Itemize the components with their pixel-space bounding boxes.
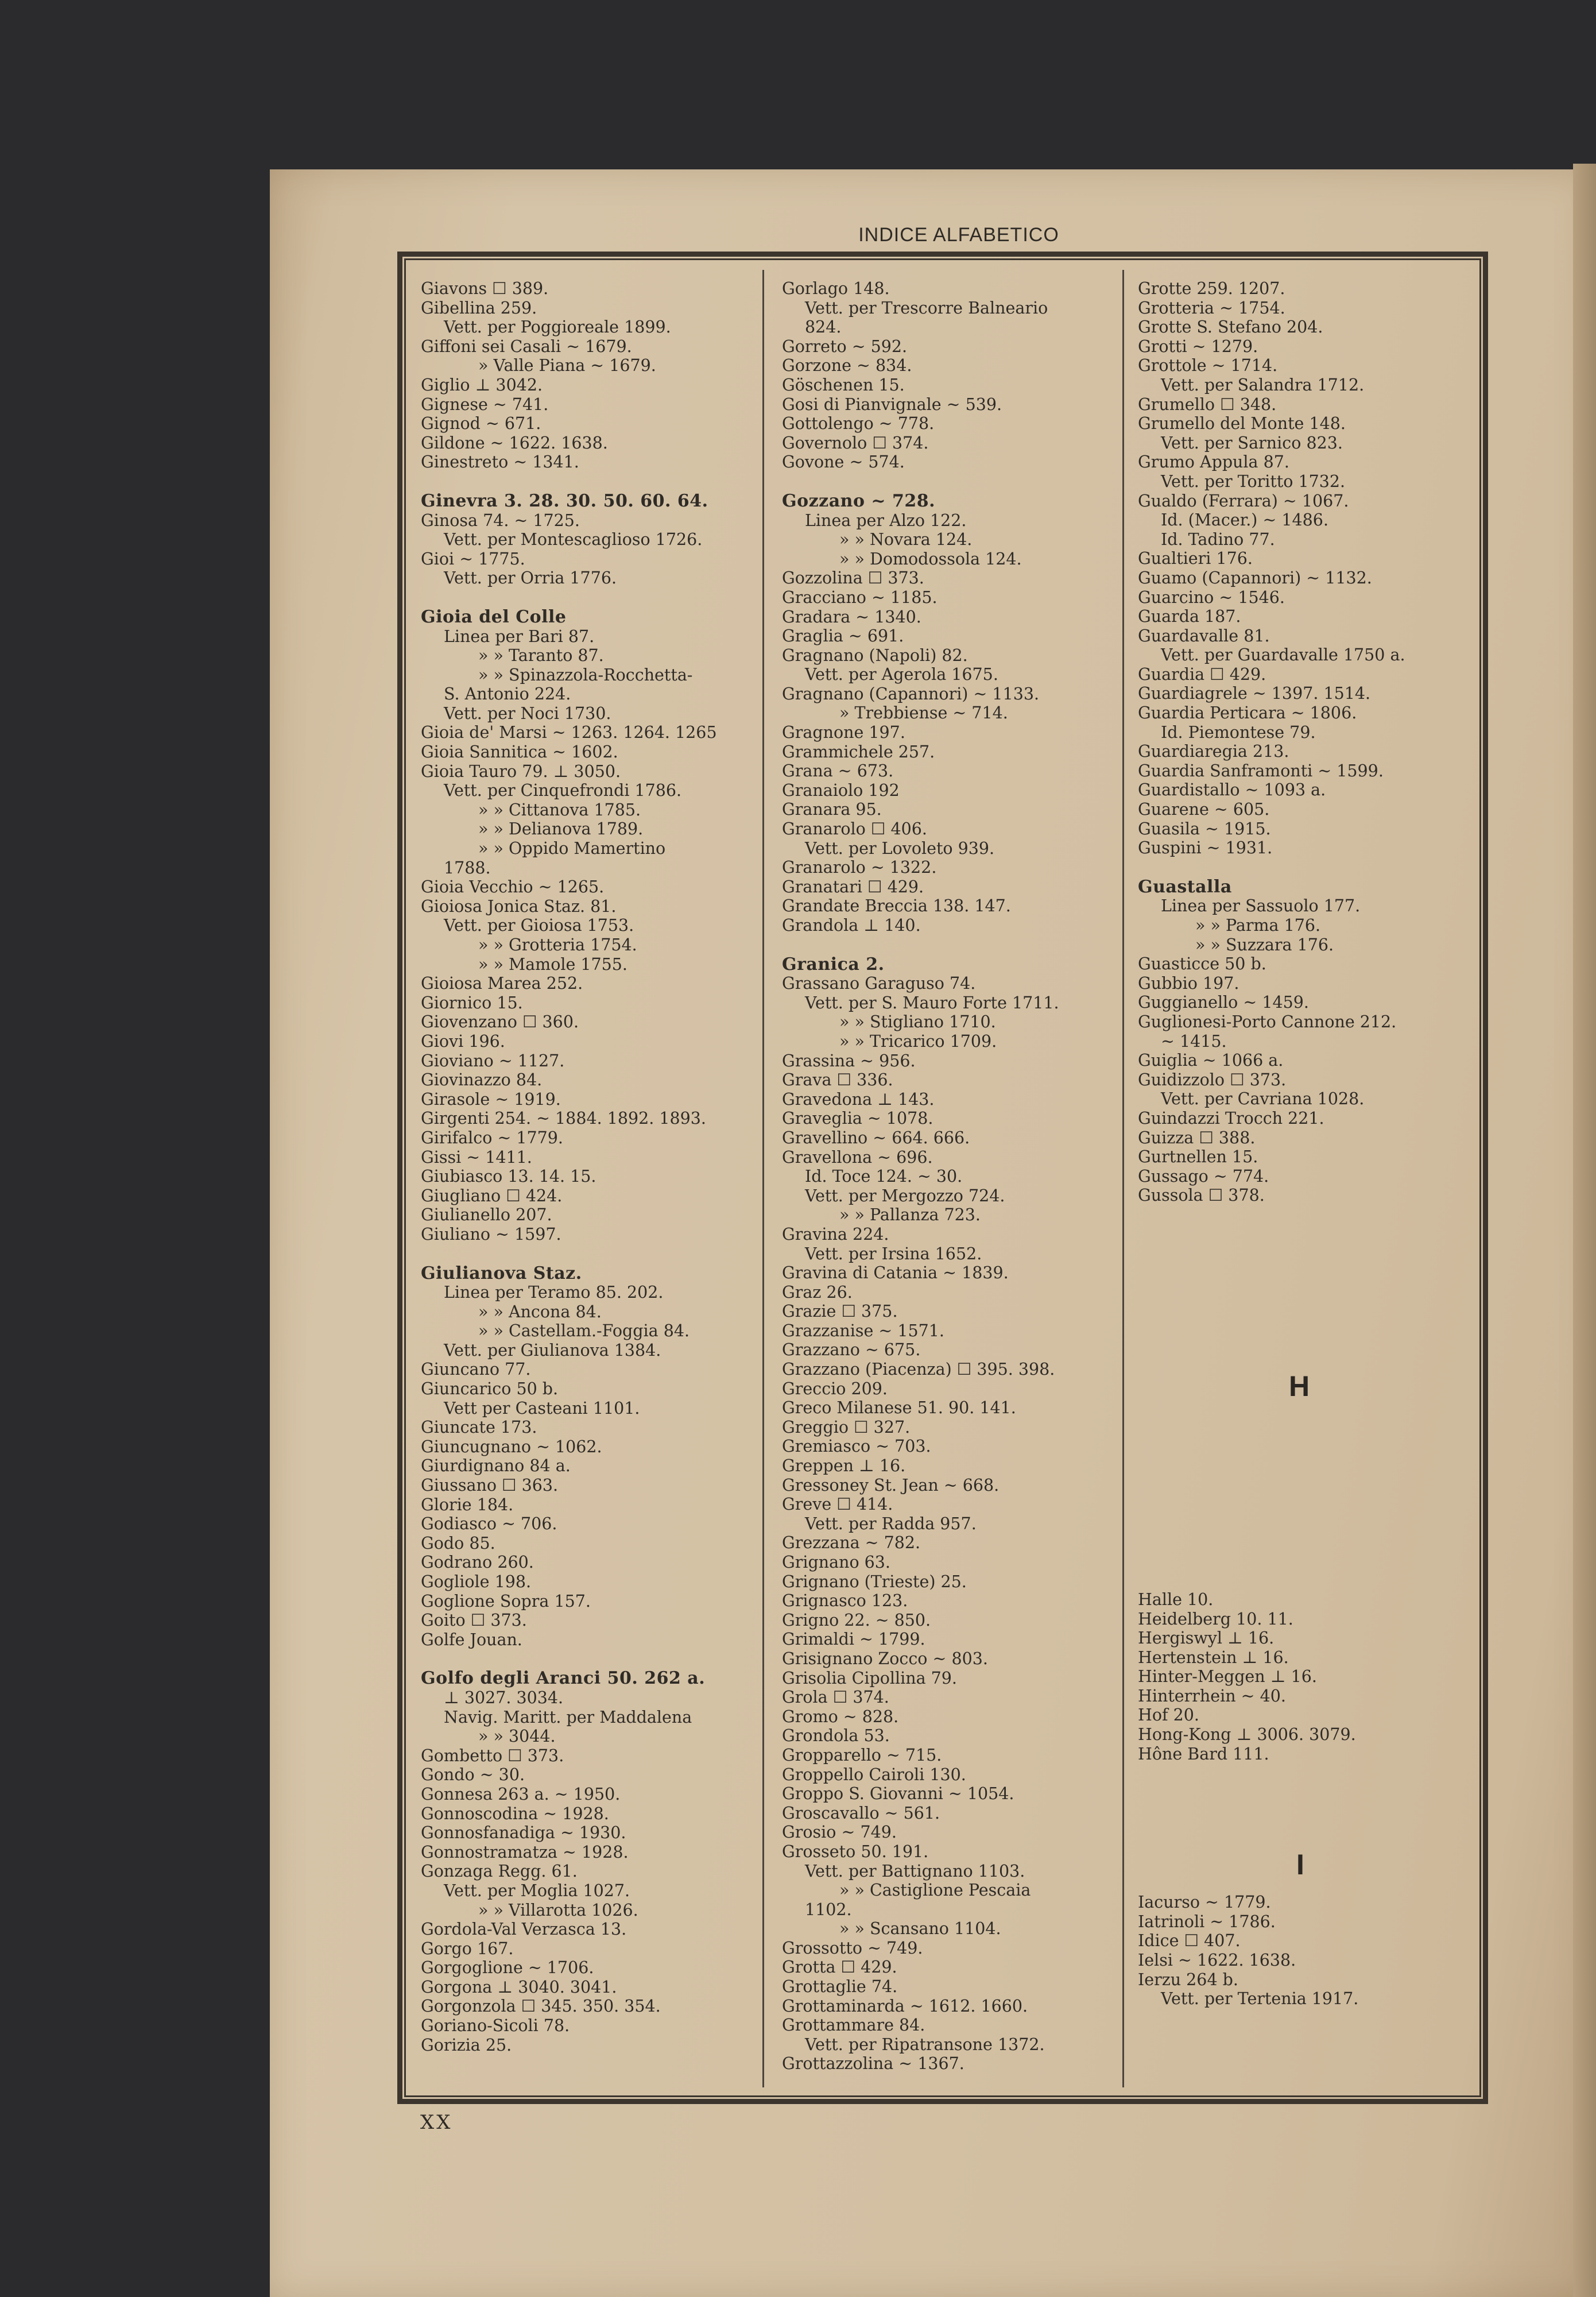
- index-entry: Vett. per Lovoleto 939.: [805, 838, 995, 858]
- index-entry: » » Grotteria 1754.: [478, 935, 637, 954]
- index-column-2: [782, 279, 1126, 2074]
- index-entry: Gorlago 148.: [782, 279, 890, 298]
- index-entry: Gordola-Val Verzasca 13.: [421, 1920, 627, 1939]
- index-entry: Ierzu 264 b.: [1138, 1970, 1238, 1989]
- index-entry: Grava ☐ 336.: [782, 1070, 893, 1090]
- index-entry: Giuncugnano ~ 1062.: [421, 1437, 602, 1456]
- index-entry: » » Ancona 84.: [478, 1302, 602, 1321]
- index-entry: Vett. per Trescorre Balneario: [805, 298, 1048, 318]
- index-entry: Ginosa 74. ~ 1725.: [421, 511, 580, 530]
- index-entry: » » Suzzara 176.: [1195, 935, 1334, 954]
- index-entry: Goriano-Sicoli 78.: [421, 2016, 570, 2036]
- index-entry: ⊥ 3027. 3034.: [444, 1688, 564, 1707]
- index-entry: ~ 1415.: [1161, 1031, 1227, 1051]
- index-entry: Grottaglie 74.: [782, 1977, 898, 1997]
- index-entry: Guglionesi-Porto Cannone 212.: [1138, 1012, 1397, 1031]
- index-entry: Guspini ~ 1931.: [1138, 838, 1273, 858]
- index-entry: Giubiasco 13. 14. 15.: [421, 1167, 596, 1186]
- index-entry: Linea per Teramo 85. 202.: [444, 1283, 664, 1302]
- index-entry: Grotti ~ 1279.: [1138, 337, 1258, 356]
- index-entry: Gravina di Catania ~ 1839.: [782, 1263, 1009, 1283]
- index-entry: S. Antonio 224.: [444, 685, 571, 704]
- index-entry: Graz 26.: [782, 1282, 853, 1302]
- index-entry: Giugliano ☐ 424.: [421, 1186, 563, 1205]
- index-entry: Gussola ☐ 378.: [1138, 1186, 1265, 1205]
- index-entry: Grassina ~ 956.: [782, 1051, 916, 1070]
- index-entry: Grandola ⊥ 140.: [782, 916, 921, 935]
- index-entry: » » Novara 124.: [839, 530, 973, 550]
- index-entry: Halle 10.: [1138, 1590, 1214, 1609]
- index-entry: Grignano (Trieste) 25.: [782, 1572, 967, 1591]
- index-entry: Grassano Garaguso 74.: [782, 974, 976, 993]
- index-entry: Groppello Cairoli 130.: [782, 1765, 966, 1784]
- index-entry: » » Stigliano 1710.: [839, 1012, 996, 1032]
- index-entry: Guindazzi Trocch 221.: [1138, 1108, 1324, 1128]
- index-entry: Iacurso ~ 1779.: [1138, 1893, 1271, 1912]
- index-entry: Grimaldi ~ 1799.: [782, 1630, 925, 1649]
- index-entry: Vett. per Radda 957.: [805, 1514, 977, 1533]
- index-entry: Linea per Alzo 122.: [805, 511, 967, 530]
- index-entry: Granatari ☐ 429.: [782, 877, 924, 896]
- index-entry: Gubbio 197.: [1138, 973, 1239, 993]
- index-entry: Greccio 209.: [782, 1379, 888, 1398]
- index-entry: Grola ☐ 374.: [782, 1688, 889, 1707]
- index-entry: Vett. per Tertenia 1917.: [1161, 1989, 1359, 2009]
- index-entry: Vett. per Guardavalle 1750 a.: [1161, 645, 1405, 665]
- index-entry: Girifalco ~ 1779.: [421, 1128, 563, 1147]
- index-entry: Gioia del Colle: [421, 606, 567, 627]
- index-entry: Giovi 196.: [421, 1031, 505, 1051]
- index-entry: Granarolo ~ 1322.: [782, 858, 937, 877]
- index-entry: Guardavalle 81.: [1138, 626, 1270, 645]
- index-entry: Id. Toce 124. ~ 30.: [805, 1167, 963, 1186]
- index-entry: Gildone ~ 1622. 1638.: [421, 433, 608, 453]
- index-entry: Vett. per Mergozzo 724.: [805, 1186, 1005, 1205]
- index-entry: Ginevra 3. 28. 30. 50. 60. 64.: [421, 490, 708, 511]
- index-entry: Grondola 53.: [782, 1726, 890, 1746]
- index-entry: Id. (Macer.) ~ 1486.: [1161, 511, 1328, 530]
- index-entry: Vett. per Irsina 1652.: [805, 1244, 982, 1263]
- index-entry: Graveglia ~ 1078.: [782, 1109, 933, 1128]
- index-entry: Gremiasco ~ 703.: [782, 1437, 931, 1456]
- index-entry: Golfe Jouan.: [421, 1630, 522, 1649]
- index-entry: Gorgoglione ~ 1706.: [421, 1958, 594, 1978]
- index-entry: Gualdo (Ferrara) ~ 1067.: [1138, 491, 1349, 511]
- index-entry: Giffoni sei Casali ~ 1679.: [421, 337, 632, 356]
- index-entry: Grottammare 84.: [782, 2016, 925, 2035]
- index-entry: Grazie ☐ 375.: [782, 1302, 898, 1321]
- index-entry: 1102.: [805, 1900, 852, 1919]
- index-entry: Grana ~ 673.: [782, 761, 894, 781]
- index-entry: Vett. per Toritto 1732.: [1161, 471, 1346, 491]
- index-entry: Gibellina 259.: [421, 298, 537, 318]
- index-entry: Guarcino ~ 1546.: [1138, 587, 1285, 607]
- index-entry: Giglio ⊥ 3042.: [421, 375, 543, 395]
- index-entry: Id. Tadino 77.: [1161, 529, 1275, 549]
- index-entry: Gropparello ~ 715.: [782, 1745, 942, 1765]
- index-entry: Navig. Maritt. per Maddalena: [444, 1707, 692, 1727]
- index-entry: Gravellona ~ 696.: [782, 1147, 933, 1167]
- page-title: INDICE ALFABETICO: [858, 224, 1059, 246]
- index-entry: Groppo S. Giovanni ~ 1054.: [782, 1784, 1014, 1804]
- index-entry: Greppen ⊥ 16.: [782, 1456, 906, 1476]
- index-entry: Gioia Sannitica ~ 1602.: [421, 743, 618, 762]
- index-entry: » » Castellam.-Foggia 84.: [478, 1321, 690, 1341]
- index-entry: » » Spinazzola-Rocchetta-: [478, 665, 693, 685]
- index-entry: Grotte S. Stefano 204.: [1138, 318, 1323, 337]
- index-entry: Guastalla: [1138, 876, 1232, 897]
- index-entry: Giovinazzo 84.: [421, 1070, 543, 1090]
- index-entry: Gracciano ~ 1185.: [782, 587, 938, 607]
- index-entry: Vett. per Montescaglioso 1726.: [444, 530, 703, 550]
- index-entry: Grumo Appula 87.: [1138, 453, 1289, 472]
- index-column-1: [421, 279, 765, 2055]
- index-entry: 824.: [805, 318, 842, 337]
- index-entry: Guarda 187.: [1138, 607, 1241, 627]
- index-entry: Grisolia Cipollina 79.: [782, 1668, 957, 1688]
- index-entry: » » Cittanova 1785.: [478, 800, 641, 819]
- index-entry: Godo 85.: [421, 1533, 495, 1553]
- index-entry: Guidizzolo ☐ 373.: [1138, 1070, 1287, 1089]
- index-entry: Giuncano 77.: [421, 1360, 531, 1379]
- index-entry: Giovenzano ☐ 360.: [421, 1012, 579, 1032]
- index-entry: Granica 2.: [782, 954, 885, 975]
- index-entry: Hergiswyl ⊥ 16.: [1138, 1629, 1275, 1648]
- index-entry: Gioviano ~ 1127.: [421, 1051, 565, 1070]
- index-entry: Girgenti 254. ~ 1884. 1892. 1893.: [421, 1109, 706, 1128]
- index-entry: Greco Milanese 51. 90. 141.: [782, 1398, 1016, 1418]
- index-entry: Giurdignano 84 a.: [421, 1456, 571, 1476]
- index-entry: Gignese ~ 741.: [421, 395, 549, 414]
- index-entry: Gorzone ~ 834.: [782, 356, 912, 376]
- index-entry: Goito ☐ 373.: [421, 1611, 527, 1630]
- index-entry: Grossotto ~ 749.: [782, 1938, 923, 1958]
- index-entry: Grisignano Zocco ~ 803.: [782, 1649, 988, 1668]
- index-entry: Guardistallo ~ 1093 a.: [1138, 780, 1326, 800]
- index-entry: Idice ☐ 407.: [1138, 1931, 1241, 1951]
- index-entry: » » Domodossola 124.: [839, 549, 1022, 569]
- index-entry: Gottolengo ~ 778.: [782, 414, 935, 434]
- index-entry: Guggianello ~ 1459.: [1138, 993, 1309, 1012]
- index-entry: Guardiagrele ~ 1397. 1514.: [1138, 684, 1371, 703]
- section-letter-i: I: [1296, 1849, 1304, 1881]
- index-entry: Gorgona ⊥ 3040. 3041.: [421, 1977, 617, 1997]
- index-entry: Giornico 15.: [421, 993, 523, 1012]
- index-entry: Gioiosa Marea 252.: [421, 974, 583, 993]
- index-entry: Guamo (Capannori) ~ 1132.: [1138, 568, 1372, 587]
- index-entry: Hône Bard 111.: [1138, 1744, 1269, 1764]
- index-entry: Grazzanise ~ 1571.: [782, 1321, 944, 1340]
- index-entry: Glorie 184.: [421, 1495, 514, 1514]
- index-entry: Gignod ~ 671.: [421, 414, 541, 434]
- index-entry: Vett. per Ripatransone 1372.: [805, 2035, 1045, 2054]
- index-entry: Grottaminarda ~ 1612. 1660.: [782, 1996, 1028, 2016]
- index-entry: » » Oppido Mamertino: [478, 839, 666, 859]
- index-entry: Gualtieri 176.: [1138, 549, 1253, 569]
- index-entry: Hinter-Meggen ⊥ 16.: [1138, 1667, 1317, 1687]
- index-entry: Gradara ~ 1340.: [782, 607, 921, 627]
- index-entry: Vett. per Cavriana 1028.: [1161, 1089, 1365, 1109]
- index-entry: Goglione Sopra 157.: [421, 1591, 591, 1611]
- index-entry: Vett. per Gioiosa 1753.: [444, 916, 634, 935]
- index-entry: » Valle Piana ~ 1679.: [478, 356, 656, 376]
- index-entry: Vett. per Cinquefrondi 1786.: [444, 781, 682, 801]
- index-entry: Vett. per Moglia 1027.: [444, 1881, 630, 1900]
- index-entry: Gonnosfanadiga ~ 1930.: [421, 1823, 626, 1843]
- index-entry: Vett. per Noci 1730.: [444, 703, 611, 723]
- index-entry: Giuncate 173.: [421, 1418, 537, 1437]
- index-entry: » » Taranto 87.: [478, 646, 604, 666]
- index-entry: Giulianova Staz.: [421, 1263, 582, 1283]
- index-entry: Gorgonzola ☐ 345. 350. 354.: [421, 1997, 661, 2016]
- index-entry: Gussago ~ 774.: [1138, 1166, 1269, 1186]
- index-entry: Grazzano (Piacenza) ☐ 395. 398.: [782, 1360, 1055, 1379]
- index-entry: Vett. per Poggioreale 1899.: [444, 318, 671, 337]
- index-entry: » » Pallanza 723.: [839, 1205, 981, 1225]
- index-entry: Guardia Perticara ~ 1806.: [1138, 703, 1357, 723]
- index-entry: Greve ☐ 414.: [782, 1495, 893, 1514]
- index-entry: Grotteria ~ 1754.: [1138, 298, 1285, 318]
- page-edge: [1573, 164, 1596, 2297]
- index-entry: Granara 95.: [782, 800, 882, 819]
- index-entry: Vett. per Salandra 1712.: [1161, 375, 1365, 395]
- index-entry: » » Castiglione Pescaia: [839, 1881, 1031, 1900]
- index-entry: Giuliano ~ 1597.: [421, 1224, 561, 1244]
- index-entry: Gorizia 25.: [421, 2035, 512, 2055]
- index-entry: Vett. per Giulianova 1384.: [444, 1340, 661, 1360]
- index-entry: Godiasco ~ 706.: [421, 1514, 557, 1534]
- index-entry: Vett. per Agerola 1675.: [805, 665, 998, 685]
- index-entry: » » Scansano 1104.: [839, 1919, 1001, 1939]
- index-entry: Hof 20.: [1138, 1706, 1199, 1725]
- index-entry: Governolo ☐ 374.: [782, 433, 929, 453]
- index-entry: Gurtnellen 15.: [1138, 1147, 1258, 1167]
- index-entry: Greggio ☐ 327.: [782, 1417, 911, 1437]
- index-entry: 1788.: [444, 858, 491, 877]
- index-entry: Gonnoscodina ~ 1928.: [421, 1804, 609, 1823]
- index-entry: Grammichele 257.: [782, 742, 935, 761]
- index-entry: Guasticce 50 b.: [1138, 954, 1266, 974]
- index-entry: Groscavallo ~ 561.: [782, 1803, 940, 1823]
- index-entry: Golfo degli Aranci 50. 262 a.: [421, 1668, 706, 1689]
- index-entry: Hong-Kong ⊥ 3006. 3079.: [1138, 1725, 1356, 1745]
- page-number: XX: [420, 2111, 453, 2134]
- index-entry: Grezzana ~ 782.: [782, 1533, 921, 1553]
- index-entry: Gozzano ~ 728.: [782, 490, 936, 511]
- index-entry: Gragnano (Napoli) 82.: [782, 645, 968, 665]
- index-entry: Guiglia ~ 1066 a.: [1138, 1051, 1284, 1070]
- index-entry: Gravellino ~ 664. 666.: [782, 1128, 970, 1147]
- index-entry: Gonnostramatza ~ 1928.: [421, 1842, 629, 1862]
- index-entry: Vett. per Sarnico 823.: [1161, 433, 1343, 453]
- index-entry: Grosio ~ 749.: [782, 1823, 897, 1842]
- index-entry: Grumello ☐ 348.: [1138, 395, 1277, 414]
- index-entry: Graglia ~ 691.: [782, 627, 904, 646]
- index-entry: Gozzolina ☐ 373.: [782, 569, 924, 588]
- index-entry: Iatrinoli ~ 1786.: [1138, 1912, 1276, 1931]
- index-entry: Gombetto ☐ 373.: [421, 1746, 564, 1765]
- index-entry: Grotte 259. 1207.: [1138, 279, 1285, 298]
- index-entry: Linea per Sassuolo 177.: [1161, 896, 1361, 916]
- index-entry: Grazzano ~ 675.: [782, 1340, 921, 1360]
- index-entry: Gromo ~ 828.: [782, 1707, 899, 1726]
- index-entry: » » Tricarico 1709.: [839, 1031, 997, 1051]
- index-entry: Gravedona ⊥ 143.: [782, 1089, 935, 1109]
- index-entry: Guizza ☐ 388.: [1138, 1128, 1256, 1147]
- index-entry: Grandate Breccia 138. 147.: [782, 896, 1011, 916]
- index-entry: Gioi ~ 1775.: [421, 549, 525, 569]
- index-entry: Grotta ☐ 429.: [782, 1958, 897, 1977]
- index-entry: Guasila ~ 1915.: [1138, 819, 1271, 838]
- index-entry: Gragnano (Capannori) ~ 1133.: [782, 684, 1040, 703]
- index-entry: Grottole ~ 1714.: [1138, 356, 1278, 376]
- index-entry: » » Delianova 1789.: [478, 819, 644, 839]
- index-entry: Hinterrhein ~ 40.: [1138, 1686, 1286, 1706]
- index-entry: Grignano 63.: [782, 1553, 890, 1572]
- index-entry: Heidelberg 10. 11.: [1138, 1609, 1293, 1629]
- index-entry: Gonnesa 263 a. ~ 1950.: [421, 1784, 621, 1804]
- index-entry: Gogliole 198.: [421, 1572, 532, 1591]
- index-entry: Grottazzolina ~ 1367.: [782, 2054, 964, 2074]
- index-entry: Vett. per S. Mauro Forte 1711.: [805, 993, 1059, 1012]
- index-entry: Gorreto ~ 592.: [782, 337, 908, 356]
- index-entry: Giavons ☐ 389.: [421, 279, 549, 298]
- index-entry: Govone ~ 574.: [782, 453, 905, 472]
- index-entry: Hertenstein ⊥ 16.: [1138, 1648, 1289, 1667]
- index-entry: Vett per Casteani 1101.: [444, 1398, 640, 1418]
- index-entry: Gioia Tauro 79. ⊥ 3050.: [421, 761, 621, 781]
- index-entry: Gravina 224.: [782, 1224, 889, 1244]
- index-entry: Vett. per Orria 1776.: [444, 569, 617, 588]
- index-entry: » » Mamole 1755.: [478, 954, 627, 974]
- index-entry: Godrano 260.: [421, 1553, 534, 1572]
- index-entry: Gioia de' Marsi ~ 1263. 1264. 1265: [421, 723, 717, 743]
- index-entry: » Trebbiense ~ 714.: [839, 703, 1008, 723]
- index-entry: Grignasco 123.: [782, 1591, 908, 1611]
- index-entry: Id. Piemontese 79.: [1161, 722, 1316, 742]
- index-entry: Guardiaregia 213.: [1138, 742, 1289, 761]
- index-entry: » » Villarotta 1026.: [478, 1900, 638, 1920]
- index-entry: Gragnone 197.: [782, 723, 905, 743]
- index-entry: Giuncarico 50 b.: [421, 1379, 559, 1399]
- index-entry: Guardia Sanframonti ~ 1599.: [1138, 761, 1384, 780]
- index-entry: Gissi ~ 1411.: [421, 1147, 532, 1167]
- index-entry: Gressoney St. Jean ~ 668.: [782, 1475, 1000, 1495]
- index-entry: Guardia ☐ 429.: [1138, 664, 1266, 684]
- index-entry: Gioiosa Jonica Staz. 81.: [421, 896, 617, 916]
- index-entry: Ielsi ~ 1622. 1638.: [1138, 1951, 1296, 1970]
- index-entry: Gondo ~ 30.: [421, 1765, 525, 1785]
- index-entry: Vett. per Battignano 1103.: [805, 1861, 1025, 1881]
- index-entry: Girasole ~ 1919.: [421, 1089, 561, 1109]
- index-entry: » » 3044.: [478, 1727, 556, 1746]
- index-entry: Granaiolo 192: [782, 780, 900, 800]
- index-entry: Gioia Vecchio ~ 1265.: [421, 877, 605, 897]
- index-entry: Grosseto 50. 191.: [782, 1842, 929, 1861]
- index-entry: Giulianello 207.: [421, 1205, 552, 1225]
- index-column-3: [1138, 279, 1482, 2009]
- index-entry: » » Parma 176.: [1195, 916, 1321, 935]
- index-entry: Ginestreto ~ 1341.: [421, 453, 579, 472]
- index-entry: Göschenen 15.: [782, 375, 905, 395]
- index-entry: Giussano ☐ 363.: [421, 1476, 559, 1495]
- index-entry: Linea per Bari 87.: [444, 627, 595, 646]
- index-entry: Gorgo 167.: [421, 1939, 514, 1958]
- index-entry: Grigno 22. ~ 850.: [782, 1610, 931, 1630]
- index-entry: Grumello del Monte 148.: [1138, 414, 1346, 434]
- index-entry: Gonzaga Regg. 61.: [421, 1862, 578, 1881]
- section-letter-h: H: [1289, 1370, 1310, 1402]
- index-entry: Guarene ~ 605.: [1138, 800, 1270, 819]
- index-entry: Granarolo ☐ 406.: [782, 819, 927, 839]
- index-entry: Gosi di Pianvignale ~ 539.: [782, 395, 1002, 414]
